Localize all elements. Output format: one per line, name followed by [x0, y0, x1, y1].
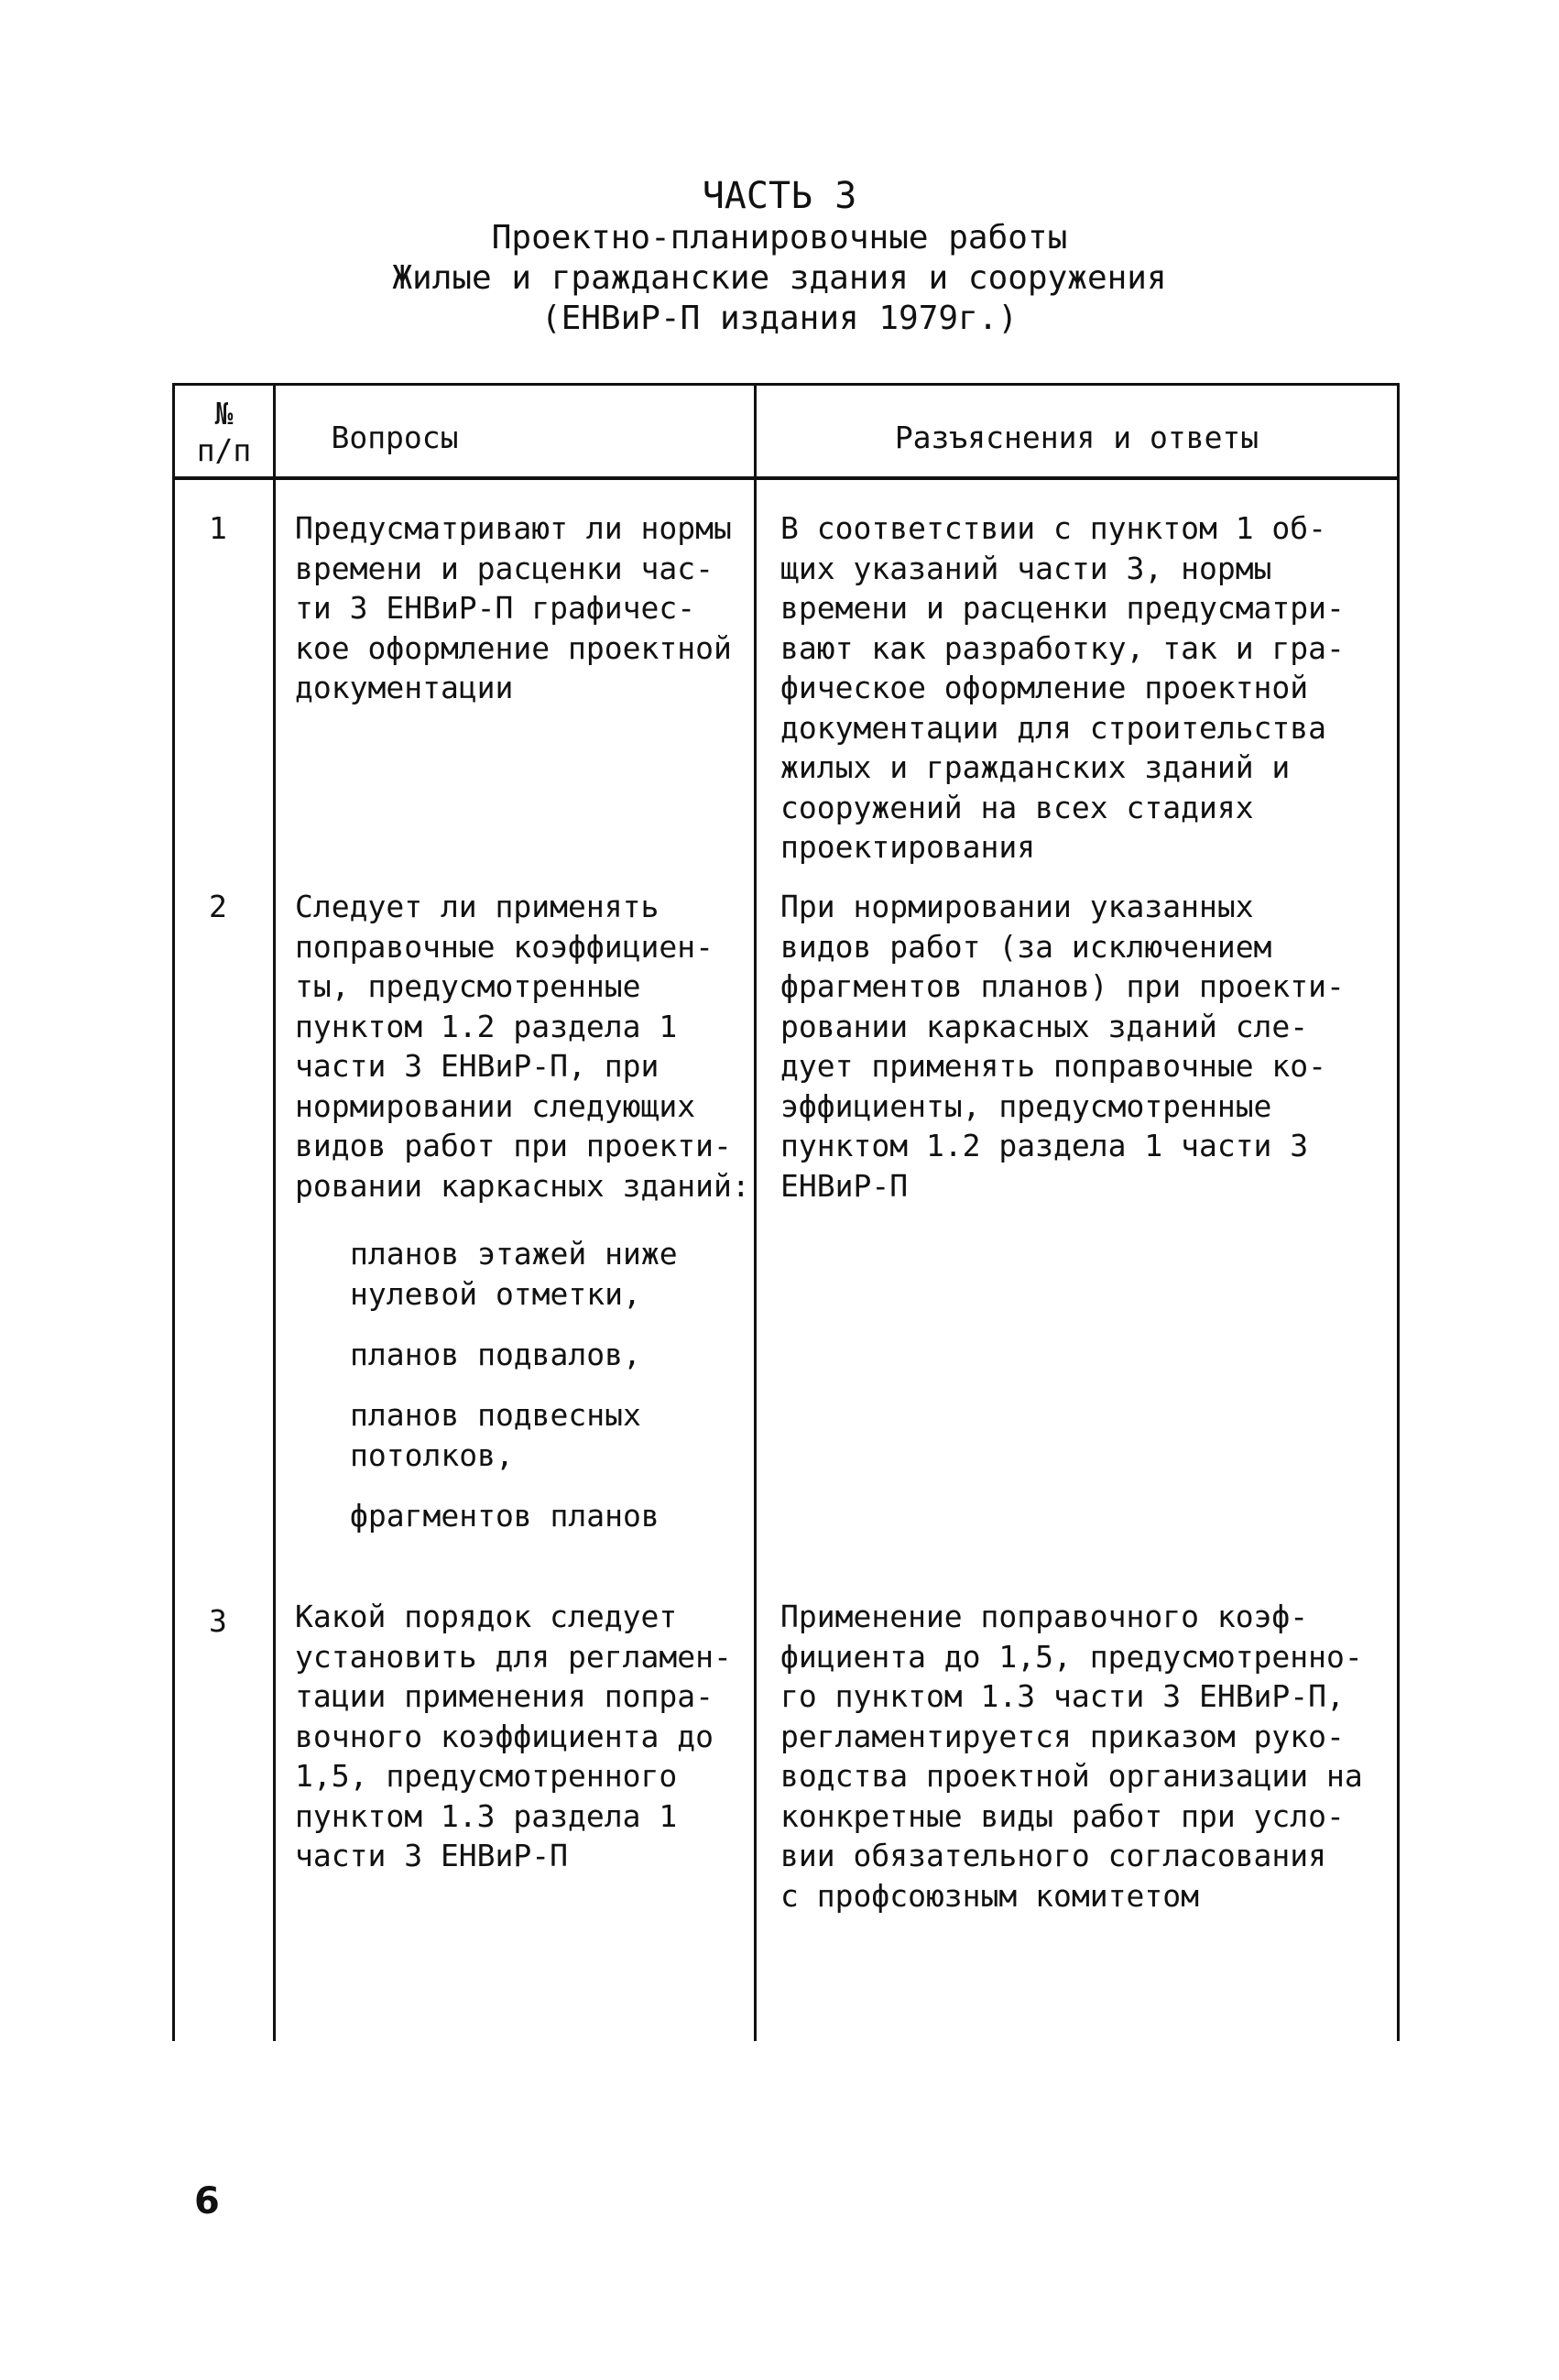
row-1-answer: В соответствии с пунктом 1 об- щих указаний части 3, нормы времени и расценки предусматри- вают как разработку, так и гра- фическое оформление проектной документации для строительства жилых и гражданских зданий и сооружений на всех стадиях проектирования — [780, 510, 1345, 865]
row-2-sub-item-4: фрагментов планов — [350, 1498, 660, 1534]
row-2-answer: При нормировании указанных видов работ (за исключением фрагментов планов) при проекти- ровании каркасных зданий сле- дует применять поправочные ко- эффициенты, предусмотренные пунктом 1.2 раздела 1 части 3 ЕНВиР-П — [780, 889, 1345, 1204]
row-2-sub-item-2: планов подвалов, — [350, 1337, 641, 1372]
column-header-questions: Вопросы — [331, 420, 459, 455]
edition-note: (ЕНВиР-П издания 1979г.) — [540, 300, 1019, 337]
row-3-number: 3 — [209, 1603, 227, 1639]
page-number: 6 — [194, 2180, 220, 2222]
section-subtitle: Жилые и гражданские здания и сооружения — [392, 259, 1167, 297]
column-header-num: № п/п — [196, 396, 252, 468]
part-title: ЧАСТЬ 3 — [702, 175, 857, 217]
row-3-answer: Применение поправочного коэф- фициента до 1,5, предусмотренно- го пунктом 1.3 части 3 ЕНВиР-П, регламентируется приказом руко- водства проектной организации на конкретные виды работ при усло- вии обязательного согласования с профсоюзным комитетом — [780, 1599, 1363, 1914]
column-header-answers: Разъяснения и ответы — [894, 420, 1259, 455]
row-2-number: 2 — [209, 889, 227, 924]
document-header — [0, 174, 1559, 339]
row-1-question: Предусматривают ли нормы времени и расценки час- ти 3 ЕНВиР-П графичес- кое оформление проектной документации — [295, 510, 732, 705]
row-2-sub-item-3: планов подвесных потолков, — [350, 1397, 641, 1473]
row-1-number: 1 — [209, 510, 227, 546]
table-col-divider-1 — [273, 383, 276, 2041]
table-col-divider-2 — [754, 383, 757, 2041]
row-2-question: Следует ли применять поправочные коэффициен- ты, предусмотренные пунктом 1.2 раздела 1 части 3 ЕНВиР-П, при нормировании следующих видов работ при проекти- ровании каркасных зданий: — [295, 889, 750, 1204]
table-right-border — [1397, 383, 1400, 2041]
row-3-question: Какой порядок следует установить для регламен- тации применения попра- вочного коэффициента до 1,5, предусмотренного пунктом 1.3 раздела 1 части 3 ЕНВиР-П — [295, 1599, 732, 1873]
table-header-bottom-border — [172, 476, 1400, 480]
section-title: Проектно-планировочные работы — [491, 219, 1068, 257]
table-left-border — [172, 383, 175, 2041]
table-top-border — [172, 383, 1400, 386]
row-2-sub-item-1: планов этажей ниже нулевой отметки, — [350, 1236, 678, 1312]
